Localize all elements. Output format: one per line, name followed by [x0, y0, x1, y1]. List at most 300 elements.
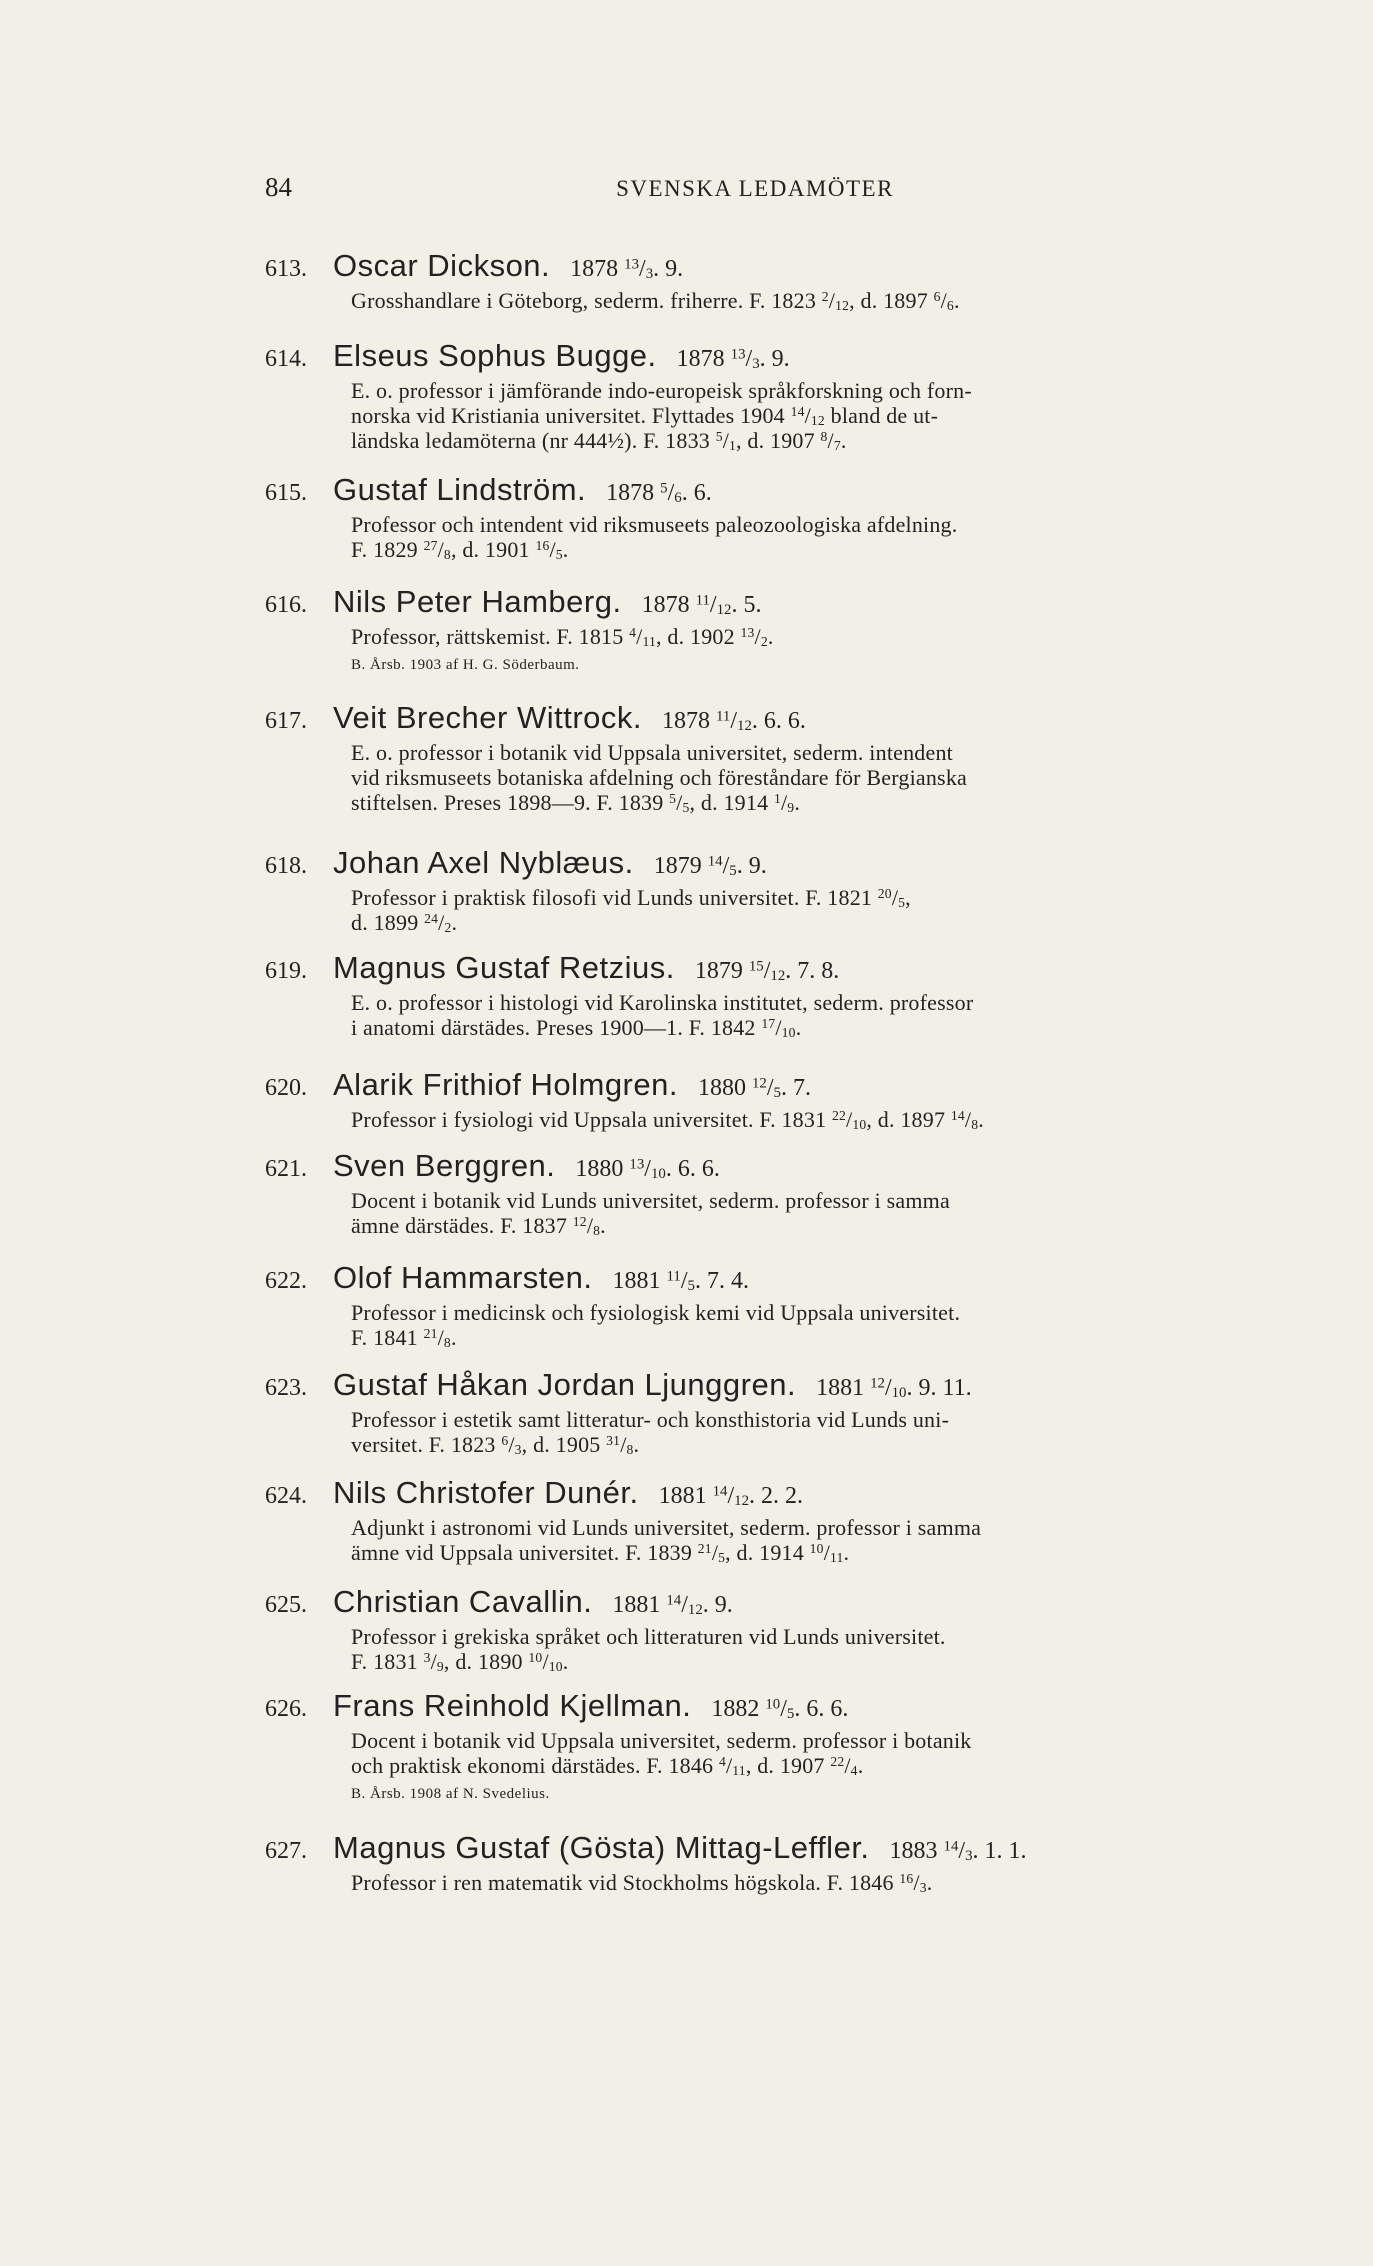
fraction: $^{17}/_{10}$: [761, 1015, 796, 1041]
fraction-numerator: 3: [423, 1650, 431, 1666]
entry-body: [351, 1300, 1245, 1350]
fraction-numerator: 5: [715, 429, 723, 445]
fraction-denominator: 5: [718, 1550, 726, 1566]
fraction-denominator: 5: [682, 800, 690, 816]
page-header: [265, 172, 1245, 212]
entry-number: 620.: [265, 1075, 307, 1101]
fraction-numerator: 13: [629, 1156, 645, 1173]
fraction-numerator: 6: [501, 1433, 509, 1449]
entry: [265, 845, 1245, 935]
fraction: $^{11}/_5$: [666, 1268, 695, 1295]
election-date: [711, 1696, 848, 1722]
text-segment: versitet. F. 1823: [351, 1432, 502, 1457]
fraction-denominator: 2: [444, 920, 452, 936]
text-segment: .: [926, 1870, 933, 1895]
fraction: $^{14}/_5$: [707, 853, 737, 880]
fraction-denominator: 3: [514, 1442, 522, 1458]
election-date: [816, 1375, 972, 1401]
entry-head: [265, 584, 1245, 624]
fraction-denominator: 3: [752, 356, 760, 373]
fraction: $^{14}/_{12}$: [712, 1483, 750, 1510]
text-segment: .: [633, 1432, 640, 1457]
text-segment: F. 1829: [351, 537, 424, 562]
class-codes: . 5.: [731, 592, 762, 618]
election-year: 1878: [606, 480, 661, 506]
entry: [265, 950, 1245, 1040]
election-year: 1882: [711, 1696, 766, 1722]
text-segment: .: [451, 910, 458, 935]
text-segment: norska vid Kristiania universitet. Flyttades 1904: [351, 403, 791, 428]
entry-body: [351, 1188, 1245, 1238]
fraction-denominator: 12: [737, 718, 752, 735]
text-segment: Professor i ren matematik vid Stockholms högskola. F. 1846: [351, 1870, 900, 1895]
fraction: $^{16}/_3$: [899, 1870, 927, 1896]
fraction-numerator: 11: [716, 708, 731, 725]
fraction-denominator: 5: [786, 1706, 795, 1723]
entry: [265, 1067, 1245, 1132]
entry-body: [351, 624, 1245, 678]
entry: [265, 1584, 1245, 1674]
election-date: [695, 958, 839, 984]
fraction-denominator: 3: [919, 1880, 927, 1896]
entry: [265, 472, 1245, 562]
fraction-numerator: 15: [748, 958, 764, 975]
election-date: [570, 256, 683, 282]
text-segment: .: [978, 1107, 984, 1132]
text-segment: F. 1841: [351, 1325, 424, 1350]
body-line: [351, 288, 1245, 313]
fraction-denominator: 12: [734, 1493, 750, 1510]
text-segment: E. o. professor i jämförande indo-europeisk språkforskning och forn-: [351, 378, 972, 403]
fraction: $^{24}/_2$: [424, 910, 452, 936]
election-year: 1878: [570, 256, 625, 282]
member-name: Veit Brecher Wittrock.: [333, 700, 643, 735]
fraction: $^{16}/_5$: [535, 537, 563, 563]
body-line: [351, 1870, 1245, 1895]
entry-number: 614.: [265, 346, 307, 372]
entry-head: [265, 845, 1245, 885]
fraction-numerator: 10: [765, 1696, 781, 1713]
entry-title: [333, 248, 683, 284]
fraction-denominator: 10: [852, 1117, 867, 1133]
fraction: $^8/_7$: [820, 428, 841, 454]
entry-title: [333, 845, 767, 881]
entry-number: 624.: [265, 1483, 307, 1509]
text-segment: Professor och intendent vid riksmuseets paleozoologiska afdelning.: [351, 512, 958, 537]
fraction-denominator: 3: [965, 1848, 973, 1865]
body-line: [351, 1540, 1245, 1565]
fraction-denominator: 3: [645, 266, 654, 283]
entry-number: 625.: [265, 1592, 307, 1618]
entry-head: [265, 1067, 1245, 1107]
member-name: Elseus Sophus Bugge.: [333, 338, 657, 373]
election-year: 1880: [697, 1075, 752, 1101]
fraction-denominator: 8: [593, 1223, 601, 1239]
member-name: Magnus Gustaf Retzius.: [333, 950, 675, 985]
fraction-numerator: 17: [761, 1016, 776, 1032]
election-date: [662, 708, 806, 734]
text-segment: ländska ledamöterna (nr 444½). F. 1833: [351, 428, 716, 453]
text-segment: .: [562, 1649, 569, 1674]
body-line: [351, 1213, 1245, 1238]
election-date: [606, 480, 712, 506]
fraction-denominator: 8: [443, 547, 451, 563]
fraction-denominator: 2: [760, 634, 768, 650]
class-codes: . 6. 6.: [751, 708, 806, 734]
text-segment: .: [794, 790, 801, 815]
entry-title: [333, 1367, 972, 1403]
body-line: [351, 990, 1245, 1015]
fraction: $^{21}/_8$: [423, 1325, 451, 1351]
election-year: 1881: [816, 1375, 871, 1401]
fraction: $^6/_3$: [501, 1432, 522, 1458]
text-segment: , d. 1890: [443, 1649, 529, 1674]
fraction: $^{11}/_{12}$: [716, 708, 752, 735]
fraction-denominator: 10: [548, 1659, 563, 1675]
fraction: $^{12}/_5$: [751, 1075, 781, 1102]
text-segment: , d. 1901: [450, 537, 536, 562]
fraction-numerator: 13: [740, 625, 755, 641]
entry-head: [265, 950, 1245, 990]
body-line: [351, 512, 1245, 537]
fraction-denominator: 10: [891, 1385, 907, 1402]
fraction-denominator: 12: [770, 968, 786, 985]
fraction: $^{22}/_{10}$: [831, 1107, 867, 1133]
text-segment: , d. 1897: [866, 1107, 951, 1132]
fraction: $^{10}/_5$: [765, 1696, 795, 1723]
fraction-denominator: 12: [687, 1602, 703, 1619]
text-segment: d. 1899: [351, 910, 425, 935]
entry-body: [351, 1515, 1245, 1565]
entry-title: [333, 1830, 1027, 1866]
election-year: 1881: [612, 1268, 667, 1294]
text-segment: Professor, rättskemist. F. 1815: [351, 624, 630, 649]
fraction-numerator: 31: [606, 1433, 621, 1449]
class-codes: . 9.: [702, 1592, 733, 1618]
fraction-denominator: 5: [898, 895, 906, 911]
fraction-numerator: 5: [669, 791, 677, 807]
fraction-numerator: 14: [707, 853, 723, 870]
body-line: [351, 1728, 1245, 1753]
member-name: Johan Axel Nyblæus.: [333, 845, 634, 880]
entry-title: [333, 1688, 848, 1724]
text-segment: , d. 1914: [689, 790, 774, 815]
fraction-denominator: 9: [787, 800, 795, 816]
fraction: $^{11}/_{12}$: [695, 592, 732, 619]
fraction-denominator: 11: [732, 1763, 746, 1779]
fraction-denominator: 5: [687, 1278, 695, 1295]
text-segment: Professor i medicinsk och fysiologisk kemi vid Uppsala universitet.: [351, 1300, 961, 1325]
fraction-numerator: 4: [718, 1754, 726, 1770]
text-segment: .: [840, 428, 847, 453]
fraction: $^{13}/_3$: [624, 256, 654, 283]
fraction-numerator: 21: [697, 1541, 712, 1557]
election-year: 1879: [694, 958, 749, 984]
class-codes: . 7.: [780, 1075, 811, 1101]
election-year: 1879: [653, 853, 708, 879]
fraction-numerator: 1: [773, 791, 781, 807]
entry: [265, 1475, 1245, 1565]
text-segment: Professor i fysiologi vid Uppsala universitet. F. 1831: [351, 1107, 832, 1132]
body-line: [351, 428, 1245, 453]
fraction-denominator: 11: [830, 1550, 844, 1566]
text-segment: Professor i grekiska språket och litteraturen vid Lunds universitet.: [351, 1624, 946, 1649]
fraction: $^5/_5$: [669, 790, 690, 816]
member-name: Magnus Gustaf (Gösta) Mittag-Leffler.: [333, 1830, 870, 1865]
body-line: [351, 1515, 1245, 1540]
text-segment: ämne vid Uppsala universitet. F. 1839: [351, 1540, 698, 1565]
fraction: $^{13}/_3$: [730, 346, 760, 373]
fraction: $^1/_9$: [773, 790, 795, 816]
entry-number: 615.: [265, 480, 307, 506]
body-line: [351, 790, 1245, 815]
body-line: [351, 740, 1245, 765]
fraction: $^{10}/_{11}$: [809, 1540, 844, 1566]
election-date: [575, 1156, 719, 1182]
election-date: [642, 592, 762, 618]
fraction-numerator: 16: [899, 1871, 914, 1887]
text-segment: .: [767, 624, 774, 649]
fraction-numerator: 20: [877, 886, 892, 902]
fraction-numerator: 27: [423, 538, 438, 554]
body-line: [351, 403, 1245, 428]
entry-number: 619.: [265, 958, 307, 984]
body-line: [351, 765, 1245, 790]
fraction-denominator: 5: [555, 547, 563, 563]
entry-title: [333, 1260, 749, 1296]
fraction-denominator: 10: [650, 1166, 666, 1183]
member-name: Gustaf Håkan Jordan Ljunggren.: [333, 1367, 797, 1402]
entry-head: [265, 1688, 1245, 1728]
entry-head: [265, 338, 1245, 378]
class-codes: . 7. 4.: [694, 1268, 749, 1294]
text-segment: Professor i praktisk filosofi vid Lunds universitet. F. 1821: [351, 885, 878, 910]
class-codes: . 6. 6.: [665, 1156, 720, 1182]
entry-number: 626.: [265, 1696, 307, 1722]
fraction-numerator: 6: [933, 289, 941, 305]
text-segment: .: [795, 1015, 802, 1040]
class-codes: . 7. 8.: [785, 958, 840, 984]
entry-body: [351, 740, 1245, 815]
fraction-numerator: 11: [695, 592, 710, 609]
fraction-numerator: 24: [424, 911, 439, 927]
fraction-numerator: 16: [535, 538, 550, 554]
text-segment: E. o. professor i histologi vid Karolinska institutet, sederm. professor: [351, 990, 974, 1015]
text-segment: .: [450, 1325, 457, 1350]
entry: [265, 1260, 1245, 1350]
fraction-numerator: 22: [830, 1754, 845, 1770]
fraction: $^2/_{12}$: [821, 288, 850, 314]
entry-body: [351, 512, 1245, 562]
body-line: [351, 885, 1245, 910]
class-codes: . 2. 2.: [749, 1483, 804, 1509]
entry-number: 627.: [265, 1838, 307, 1864]
text-segment: E. o. professor i botanik vid Uppsala universitet, sederm. intendent: [351, 740, 953, 765]
entry-number: 621.: [265, 1156, 307, 1182]
election-date: [612, 1592, 732, 1618]
body-line: [351, 1300, 1245, 1325]
fraction-numerator: 10: [809, 1541, 824, 1557]
body-line: [351, 1107, 1245, 1132]
text-segment: vid riksmuseets botaniska afdelning och föreståndare för Bergianska: [351, 765, 967, 790]
class-codes: . 9.: [759, 346, 790, 372]
election-date: [613, 1268, 749, 1294]
text-segment: .: [843, 1540, 850, 1565]
entry-body: [351, 378, 1245, 453]
election-date: [698, 1075, 811, 1101]
text-segment: , d. 1907: [745, 1753, 831, 1778]
entry-number: 617.: [265, 708, 307, 734]
text-segment: stiftelsen. Preses 1898—9. F. 1839: [351, 790, 670, 815]
entry-number: 616.: [265, 592, 307, 618]
fraction: $^5/_6$: [660, 480, 682, 507]
election-year: 1881: [658, 1483, 713, 1509]
text-segment: Docent i botanik vid Lunds universitet, sederm. professor i samma: [351, 1188, 950, 1213]
fraction: $^{27}/_8$: [423, 537, 451, 563]
member-name: Sven Berggren.: [333, 1148, 556, 1183]
body-line: [351, 1188, 1245, 1213]
entry: [265, 584, 1245, 678]
text-segment: F. 1831: [351, 1649, 424, 1674]
entry-head: [265, 1367, 1245, 1407]
bibliography-note: [351, 1778, 1245, 1807]
running-head: SVENSKA LEDAMÖTER: [616, 176, 894, 201]
fraction-denominator: 6: [674, 490, 682, 507]
fraction-denominator: 6: [946, 298, 954, 314]
text-segment: , d. 1897: [849, 288, 934, 313]
member-name: Nils Christofer Dunér.: [333, 1475, 639, 1510]
text-segment: Docent i botanik vid Uppsala universitet, sederm. professor i botanik: [351, 1728, 972, 1753]
body-line: [351, 537, 1245, 562]
body-line: [351, 1649, 1245, 1674]
text-segment: och praktisk ekonomi därstädes. F. 1846: [351, 1753, 719, 1778]
fraction-numerator: 10: [528, 1650, 543, 1666]
entry-body: [351, 1407, 1245, 1457]
fraction: $^{20}/_5$: [877, 885, 906, 911]
entry-number: 622.: [265, 1268, 307, 1294]
body-line: [351, 910, 1245, 935]
text-segment: .: [953, 288, 960, 313]
fraction-denominator: 9: [436, 1659, 444, 1675]
class-codes: . 6. 6.: [794, 1696, 849, 1722]
fraction: $^5/_1$: [715, 428, 737, 454]
entry-title: [333, 1584, 733, 1620]
election-year: 1878: [662, 708, 717, 734]
text-segment: Grosshandlare i Göteborg, sederm. friherre. F. 1823: [351, 288, 822, 313]
fraction-denominator: 5: [773, 1085, 781, 1102]
entry-body: [351, 288, 1245, 313]
member-name: Nils Peter Hamberg.: [333, 584, 622, 619]
fraction: $^{21}/_5$: [697, 1540, 726, 1566]
entry-body: [351, 1728, 1245, 1807]
fraction-denominator: 12: [716, 602, 732, 619]
fraction: $^{14}/_8$: [950, 1107, 979, 1133]
fraction-numerator: 14: [790, 404, 805, 420]
text-segment: bland de ut-: [824, 403, 939, 428]
fraction: $^{14}/_{12}$: [666, 1592, 703, 1619]
entry-body: [351, 1624, 1245, 1674]
note-text: B. Årsb. 1903 af H. G. Söderbaum.: [351, 657, 580, 673]
entry-head: [265, 472, 1245, 512]
class-codes: . 9.: [653, 256, 684, 282]
fraction: $^{14}/_{12}$: [790, 403, 825, 429]
fraction-numerator: 13: [730, 346, 746, 363]
fraction-denominator: 10: [781, 1025, 796, 1041]
fraction-denominator: 11: [642, 634, 656, 650]
fraction-numerator: 14: [950, 1108, 965, 1124]
fraction-denominator: 12: [810, 413, 825, 429]
fraction-numerator: 5: [660, 480, 668, 497]
text-segment: .: [562, 537, 569, 562]
class-codes: . 6.: [681, 480, 712, 506]
fraction-numerator: 14: [943, 1838, 959, 1855]
fraction: $^{22}/_4$: [830, 1753, 858, 1779]
fraction: $^{10}/_{10}$: [528, 1649, 563, 1675]
fraction: $^{31}/_8$: [606, 1432, 634, 1458]
fraction-denominator: 7: [833, 438, 841, 454]
fraction: $^{12}/_{10}$: [870, 1375, 907, 1402]
fraction: $^4/_{11}$: [718, 1753, 746, 1779]
text-segment: , d. 1905: [521, 1432, 607, 1457]
body-line: [351, 1753, 1245, 1778]
text-segment: , d. 1902: [656, 624, 741, 649]
fraction: $^6/_6$: [933, 288, 954, 314]
fraction-numerator: 12: [572, 1214, 587, 1230]
entry-body: [351, 990, 1245, 1040]
fraction-numerator: 13: [624, 256, 640, 273]
body-line: [351, 1624, 1245, 1649]
entry-body: [351, 1107, 1245, 1132]
entry-head: [265, 1260, 1245, 1300]
body-line: [351, 1015, 1245, 1040]
fraction-numerator: 14: [712, 1483, 728, 1500]
fraction-denominator: 8: [443, 1335, 451, 1351]
body-line: [351, 1325, 1245, 1350]
fraction: $^4/_{11}$: [629, 624, 656, 650]
entry: [265, 1367, 1245, 1457]
election-year: 1878: [676, 346, 731, 372]
entry-title: [333, 338, 790, 374]
fraction-numerator: 4: [629, 625, 637, 641]
fraction-denominator: 4: [850, 1763, 858, 1779]
fraction-numerator: 21: [423, 1326, 438, 1342]
text-segment: Professor i estetik samt litteratur- och konsthistoria vid Lunds uni-: [351, 1407, 950, 1432]
entry-title: [333, 700, 806, 736]
fraction-numerator: 14: [666, 1592, 682, 1609]
fraction-numerator: 12: [751, 1075, 767, 1092]
entry: [265, 338, 1245, 453]
entry-title: [333, 950, 839, 986]
entry-head: [265, 1148, 1245, 1188]
member-name: Frans Reinhold Kjellman.: [333, 1688, 692, 1723]
entry-number: 613.: [265, 256, 307, 282]
entry-number: 618.: [265, 853, 307, 879]
member-name: Oscar Dickson.: [333, 248, 551, 283]
text-segment: ämne därstädes. F. 1837: [351, 1213, 573, 1238]
election-date: [654, 853, 767, 879]
text-segment: ,: [905, 885, 911, 910]
entry-body: [351, 1870, 1245, 1895]
fraction: $^{13}/_{10}$: [629, 1156, 666, 1183]
fraction: $^{15}/_{12}$: [748, 958, 786, 985]
fraction-denominator: 8: [971, 1117, 979, 1133]
entry-head: [265, 248, 1245, 288]
entry-title: [333, 472, 712, 508]
entry-head: [265, 1584, 1245, 1624]
text-segment: , d. 1914: [725, 1540, 810, 1565]
class-codes: . 9.: [736, 853, 767, 879]
election-date: [659, 1483, 803, 1509]
